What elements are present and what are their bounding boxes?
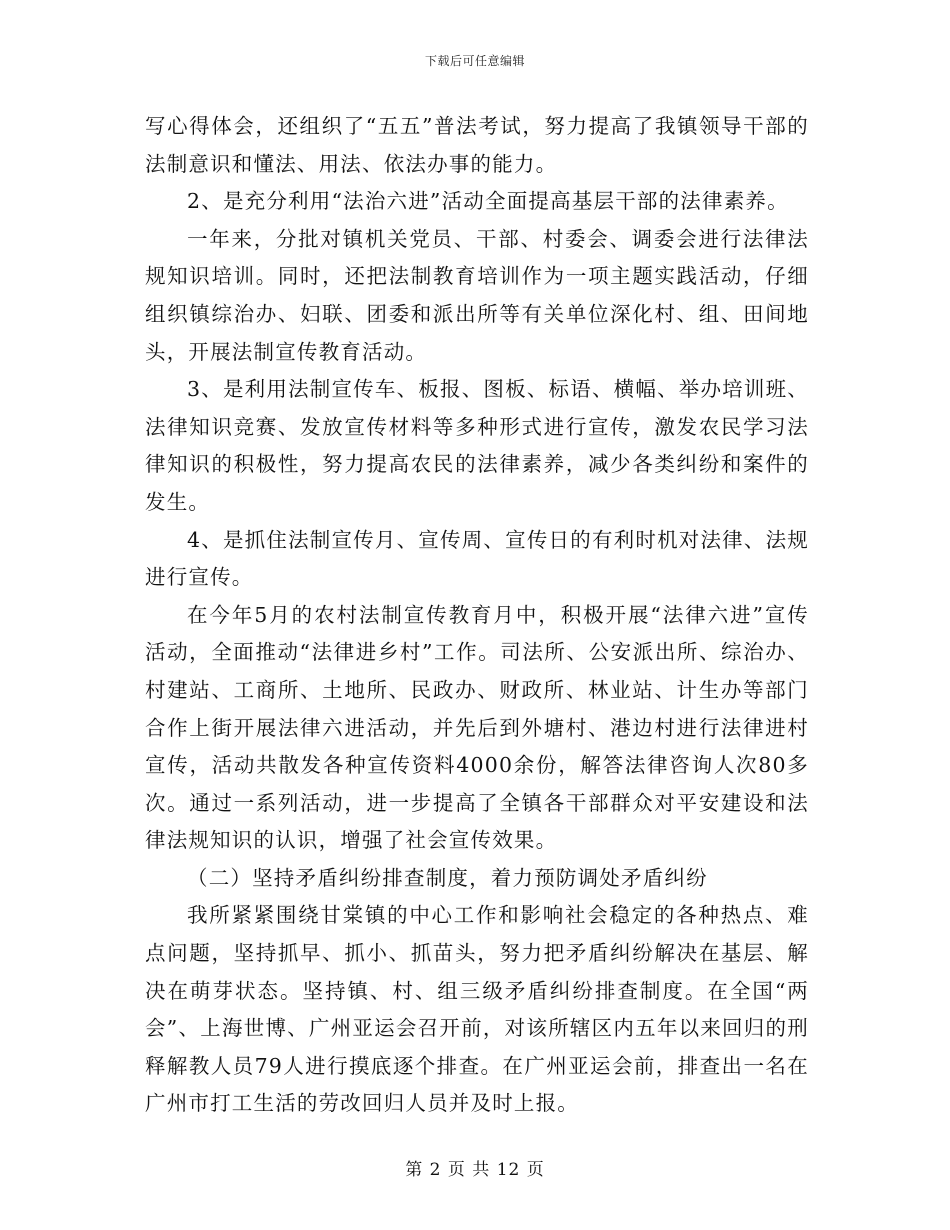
paragraph: 一年来，分批对镇机关党员、干部、村委会、调委会进行法律法规知识培训。同时，还把法制教育培训作为一项主题实践活动，仔细组织镇综治办、妇联、团委和派出所等有关单位深化村、组、田间地头，开展法制宣传教育活动。 [145,226,809,364]
paragraph: 4、是抓住法制宣传月、宣传周、宣传日的有利时机对法律、法规进行宣传。 [145,527,809,590]
paragraph: 3、是利用法制宣传车、板报、图板、标语、横幅、举办培训班、法律知识竞赛、发放宣传材料等多种形式进行宣传，激发农民学习法律知识的积极性，努力提高农民的法律素养，减少各类纠纷和案件的发生。 [145,377,809,514]
paragraph: 我所紧紧围绕甘棠镇的中心工作和影响社会稳定的各种热点、难点问题，坚持抓早、抓小、抓苗头，努力把矛盾纠纷解决在基层、解决在萌芽状态。坚持镇、村、组三级矛盾纠纷排查制度。在全国“两会”、上海世博、广州亚运会召开前，对该所辖区内五年以来回归的刑释解教人员79人进行摸底逐个排查。在广州亚运会前，排查出一名在广州市打工生活的劳改回归人员并及时上报。 [145,903,809,1116]
section-heading: （二）坚持矛盾纠纷排查制度，着力预防调处矛盾纠纷 [187,865,708,890]
page-header: 下载后可任意编辑 [424,54,525,68]
paragraph: 在今年5月的农村法制宣传教育月中，积极开展“法律六进”宣传活动，全面推动“法律进乡村”工作。司法所、公安派出所、综治办、村建站、工商所、土地所、民政办、财政所、林业站、计生办等部门合作上街开展法律六进活动，并先后到外塘村、港边村进行法律进村宣传，活动共散发各种宣传资料4000余份，解答法律咨询人次80多次。通过一系列活动，进一步提高了全镇各干部群众对平安建设和法律法规知识的认识，增强了社会宣传效果。 [145,602,809,853]
paragraph: 2、是充分利用“法治六进”活动全面提高基层干部的法律素养。 [187,189,789,214]
page-number: 第 2 页 共 12 页 [405,1160,545,1180]
paragraph: 写心得体会，还组织了“五五”普法考试，努力提高了我镇领导干部的法制意识和懂法、用法、依法办事的能力。 [145,114,809,176]
document-body [145,108,809,1123]
